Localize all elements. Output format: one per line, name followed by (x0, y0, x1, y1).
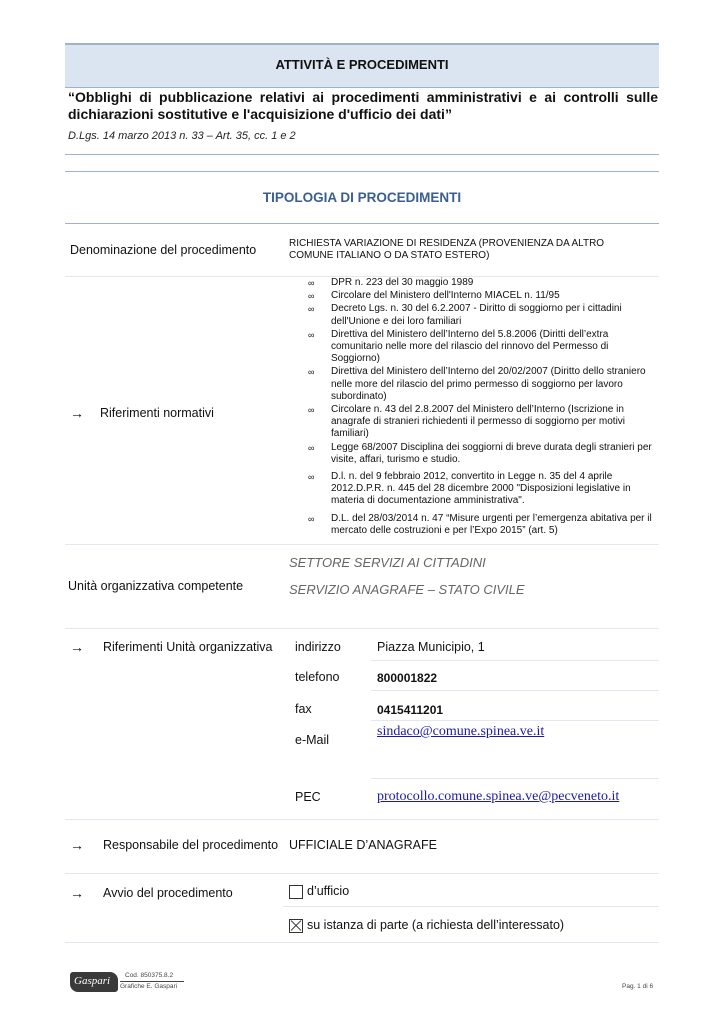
list-item: ∞ Direttiva del Ministero dell’Interno del 20/02/2007 (Diritto dello straniero nelle more del rilascio del primo permesso di soggiorno per lavoro subordinato) (308, 366, 646, 402)
denominazione-value: RICHIESTA VARIAZIONE DI RESIDENZA (PROVENIENZA DA ALTRO COMUNE ITALIANO O DA STATO ESTERO) (289, 238, 605, 261)
indirizzo-value: Piazza Municipio, 1 (377, 640, 485, 654)
denominazione-label: Denominazione del procedimento (70, 243, 257, 257)
logo-text: Gaspari (74, 975, 111, 987)
checkbox-ufficio[interactable] (289, 885, 303, 899)
pec-link[interactable]: protocollo.comune.spinea.ve@pecveneto.it (377, 789, 620, 804)
list-item: ∞ DPR n. 223 del 30 maggio 1989 (308, 277, 474, 288)
row-divider (65, 628, 659, 629)
bullet-icon: ∞ (308, 291, 315, 302)
email-link[interactable]: sindaco@comune.spinea.ve.it (377, 724, 545, 739)
riferimenti-label: Riferimenti normativi (100, 406, 214, 420)
cell-divider (283, 906, 659, 907)
page-title: ATTIVITÀ E PROCEDIMENTI (275, 57, 449, 72)
title-band (65, 44, 659, 88)
fax-value: 0415411201 (377, 703, 444, 717)
list-item: ∞ Direttiva del Ministero dell’Interno del 5.8.2006 (Diritti dell’extra comunitario nelle more del rilascio del rinnovo del Permesso di Soggiorno) (308, 328, 609, 365)
cell-divider (371, 660, 659, 661)
section-top-rule (65, 171, 659, 172)
unita-ref-label: Riferimenti Unità organizzativa (103, 640, 273, 654)
cell-divider (371, 690, 659, 691)
normative-list (305, 277, 655, 538)
legal-reference: D.Lgs. 14 marzo 2013 n. 33 – Art. 35, cc. 1 e 2 (68, 130, 296, 142)
option-istanza[interactable] (289, 918, 564, 933)
page-number: Pag. 1 di 6 (622, 983, 654, 990)
responsabile-label: Responsabile del procedimento (103, 838, 279, 852)
list-item: ∞ D.l. n. del 9 febbraio 2012, convertito in Legge n. 35 del 4 aprile 2012.D.P.R. n. 445 del 28 dicembre 2000 "Disposizioni legislative in materia di documentazione amministrativa". (308, 471, 631, 507)
bullet-icon: ∞ (308, 442, 315, 453)
unita-label: Unità organizzativa competente (68, 579, 244, 593)
telefono-label: telefono (295, 670, 340, 684)
footer-code: Cod. 850375.8.2 (125, 972, 174, 979)
header-bottom-rule (65, 154, 659, 155)
list-item: ∞ Legge 68/2007 Disciplina dei soggiorni di breve durata degli stranieri per visite, affari, turismo e studio. (308, 441, 652, 465)
list-item: ∞ Decreto Lgs. n. 30 del 6.2.2007 - Diritto di soggiorno per i cittadini dell'Unione e dei loro familiari (308, 303, 622, 327)
cell-divider (371, 778, 659, 779)
avvio-label: Avvio del procedimento (103, 886, 233, 900)
bullet-icon: ∞ (308, 329, 315, 340)
section-title: TIPOLOGIA DI PROCEDIMENTI (262, 190, 462, 205)
bullet-icon: ∞ (308, 472, 315, 483)
row-divider (65, 873, 659, 874)
option-istanza-label: su istanza di parte (a richiesta dell’interessato) (307, 918, 565, 932)
gaspari-logo (70, 972, 118, 992)
bullet-icon: ∞ (308, 367, 315, 378)
cell-divider (371, 720, 659, 721)
row-divider (65, 819, 659, 820)
fax-label: fax (295, 702, 312, 716)
riferimenti-arrow: → (70, 405, 84, 421)
bullet-icon: ∞ (308, 513, 315, 524)
footer-publisher: Grafiche E. Gaspari (120, 983, 178, 990)
footer-rule (120, 981, 184, 982)
checkbox-istanza[interactable] (289, 919, 303, 933)
indirizzo-label: indirizzo (295, 640, 341, 654)
list-item: ∞ D.L. del 28/03/2014 n. 47 “Misure urgenti per l’emergenza abitativa per il mercato delle costruzioni e per l’Expo 2015” (art. 5) (308, 512, 652, 536)
row-divider (65, 544, 659, 545)
list-item: ∞ Circolare del Ministero dell'Interno MIACEL n. 11/95 (308, 290, 560, 302)
bullet-icon: ∞ (308, 304, 315, 315)
pec-label: PEC (295, 790, 321, 804)
responsabile-arrow: → (70, 837, 84, 853)
responsabile-value: UFFICIALE D’ANAGRAFE (289, 838, 437, 852)
option-ufficio[interactable] (289, 884, 349, 899)
bullet-icon: ∞ (308, 278, 315, 288)
unita-ref-arrow: → (70, 639, 84, 655)
row-divider (65, 942, 659, 943)
option-ufficio-label: d’ufficio (307, 884, 350, 898)
list-item: ∞ Circolare n. 43 del 2.8.2007 del Ministero dell’Interno (Iscrizione in anagrafe di stranieri richiedenti il permesso di soggiorno per motivi familiari) (308, 404, 626, 440)
telefono-value: 800001822 (377, 671, 438, 685)
email-label: e-Mail (295, 733, 330, 747)
bullet-icon: ∞ (308, 405, 315, 416)
settore-value: SETTORE SERVIZI AI CITTADINI (289, 555, 486, 570)
section-bottom-rule (65, 223, 659, 224)
document-subtitle: “Obblighi di pubblicazione relativi ai procedimenti amministrativi e ai controlli sulle dichiarazioni sostitutive e l'acquisizione d'ufficio dei dati” (68, 89, 658, 122)
avvio-arrow: → (70, 885, 84, 901)
servizio-value: SERVIZIO ANAGRAFE – STATO CIVILE (289, 582, 525, 597)
